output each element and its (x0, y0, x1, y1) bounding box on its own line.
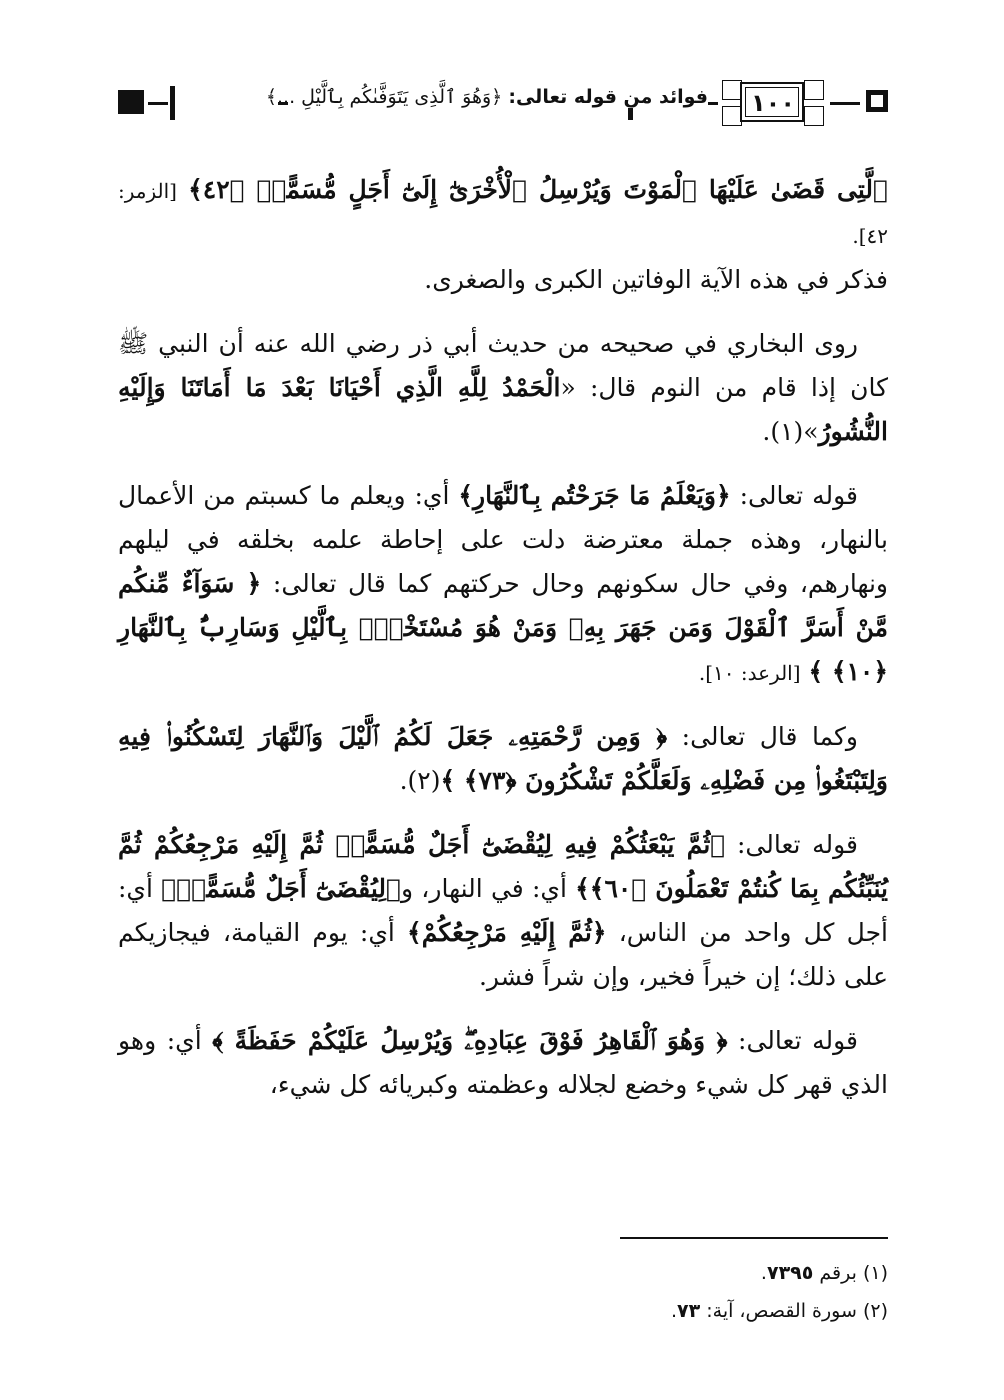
paragraph-text: قوله تعالى: (739, 481, 858, 510)
quran-verse: ﴿ثُمَّ إِلَيْهِ مَرْجِعُكُمْ﴾ (407, 918, 607, 947)
paragraph-5 (118, 823, 888, 999)
paragraph-text: فذكر في هذه الآية الوفاتين الكبرى والصغرى. (424, 265, 888, 294)
paragraph-text: أي: يوم القيامة، فيجازيكم على ذلك؛ إن خيراً فخير، وإن شراً فشر. (118, 918, 888, 991)
footnote-marker: (٢). (399, 766, 441, 795)
footnote-punct: . (670, 1300, 677, 1322)
paragraph-text: أي: أجل كل واحد من الناس، (118, 874, 888, 947)
paragraph-text: وكما قال تعالى: (681, 722, 858, 751)
running-head-verse: ﴿وَهُوَ ٱلَّذِى يَتَوَفَّىٰكُم بِٱلَّيْلِ ...﴾ (265, 86, 503, 108)
footnote-punct: . (760, 1262, 767, 1284)
paragraph-2 (118, 322, 888, 454)
frame-ornament (804, 106, 824, 126)
quran-verse: ﴿ وَمِن رَّحْمَتِهِۦ جَعَلَ لَكُمُ ٱلَّيْلَ وَٱلنَّهَارَ لِتَسْكُنُوا۟ فِيهِ وَلِتَبْتَغُوا۟ مِن فَضْلِهِۦ وَلَعَلَّكُمْ تَشْكُرُونَ ﴿٧٣﴾ ﴾ (118, 722, 888, 795)
running-head-prefix: فوائد من قوله تعالى: (508, 86, 708, 108)
page-number-frame (718, 80, 828, 126)
quran-verse: ﴿لِيُقْضَىٰٓ أَجَلٌ مُّسَمًّىۖ﴾ (161, 874, 401, 903)
header-rule-segment (830, 102, 860, 105)
header-rule-segment (148, 102, 168, 105)
verse-reference: [الزمر: ٤٢]. (118, 179, 888, 248)
paragraph-3 (118, 474, 888, 695)
frame-ornament (722, 80, 742, 100)
paragraph-text: أي: في النهار، و (401, 874, 567, 903)
quran-verse: ﴿ وَهُوَ ٱلْقَاهِرُ فَوْقَ عِبَادِهِۦۖ وَيُرْسِلُ عَلَيْكُمْ حَفَظَةً ﴾ (212, 1026, 728, 1055)
page-header (118, 80, 888, 130)
paragraph-text: أي: وهو الذي قهر كل شيء وخضع لجلاله وعظمته وكبريائه كل شيء، (118, 1026, 888, 1099)
header-bar (170, 86, 175, 120)
paragraph-text: روى البخاري في صحيحه من حديث أبي ذر رضي الله عنه أن النبي ﷺ كان إذا قام من النوم قال: « (118, 329, 888, 402)
footnote-text: (٢) سورة القصص، آية: (706, 1300, 888, 1322)
paragraph-1 (118, 168, 888, 302)
footnote-text: (١) برقم (819, 1262, 888, 1284)
header-square-ornament-right (866, 90, 888, 112)
footnotes (118, 1254, 888, 1330)
quran-verse: ﴿ سَوَآءٌ مِّنكُم مَّنْ أَسَرَّ ٱلْقَوْلَ وَمَن جَهَرَ بِهِۦ وَمَنْ هُوَ مُسْتَخْفٍۭ بِٱلَّيْلِ وَسَارِبٌۢ بِٱلنَّهَارِ ﴿١٠﴾ ﴾ (118, 569, 888, 686)
footnote-separator (620, 1237, 888, 1239)
main-text (118, 168, 888, 1127)
header-square-ornament-left (118, 90, 144, 114)
paragraph-text: قوله تعالى: (738, 1026, 858, 1055)
hadith-text: الْحَمْدُ لِلَّهِ الَّذِي أَحْيَانَا بَعْدَ مَا أَمَاتَنَا وَإِلَيْهِ النُّشُورُ (118, 373, 888, 446)
footnote-value: ٧٣٩٥ (766, 1262, 814, 1284)
paragraph-text: قوله تعالى: (736, 830, 858, 859)
footnote-marker: »(١). (762, 417, 819, 446)
quran-verse: ٱلَّتِى قَضَىٰ عَلَيْهَا ٱلْمَوْتَ وَيُرْسِلُ ٱلْأُخْرَىٰٓ إِلَىٰٓ أَجَلٍ مُّسَمًّىۚ ﴿٤٢﴾ (188, 175, 889, 204)
footnote-1 (118, 1254, 888, 1292)
page-number: ١٠٠ (751, 89, 795, 117)
paragraph-4 (118, 715, 888, 803)
paragraph-text: أي: ويعلم ما كسبتم من الأعمال بالنهار، وهذه جملة معترضة دلت على إحاطة علمه بخلقه في ليلهم ونهارهم، وفي حال سكونهم وحال حركتهم كما قال تعالى: (118, 481, 889, 598)
running-head (265, 86, 708, 108)
quran-verse: ﴿ثُمَّ يَبْعَثُكُمْ فِيهِ لِيُقْضَىٰٓ أَجَلٌ مُّسَمًّىۖ ثُمَّ إِلَيْهِ مَرْجِعُكُمْ ثُمَّ يُنَبِّئُكُم بِمَا كُنتُمْ تَعْمَلُونَ ﴿٦٠﴾﴾ (118, 830, 889, 903)
footnote-2 (118, 1292, 888, 1330)
quran-verse: ﴿وَيَعْلَمُ مَا جَرَحْتُم بِٱلنَّهَارِ﴾ (458, 481, 731, 510)
verse-reference: [الرعد: ١٠]. (698, 661, 801, 685)
frame-ornament (722, 106, 742, 126)
footnote-value: ٧٣ (676, 1300, 701, 1322)
paragraph-6 (118, 1019, 888, 1107)
frame-ornament (804, 80, 824, 100)
